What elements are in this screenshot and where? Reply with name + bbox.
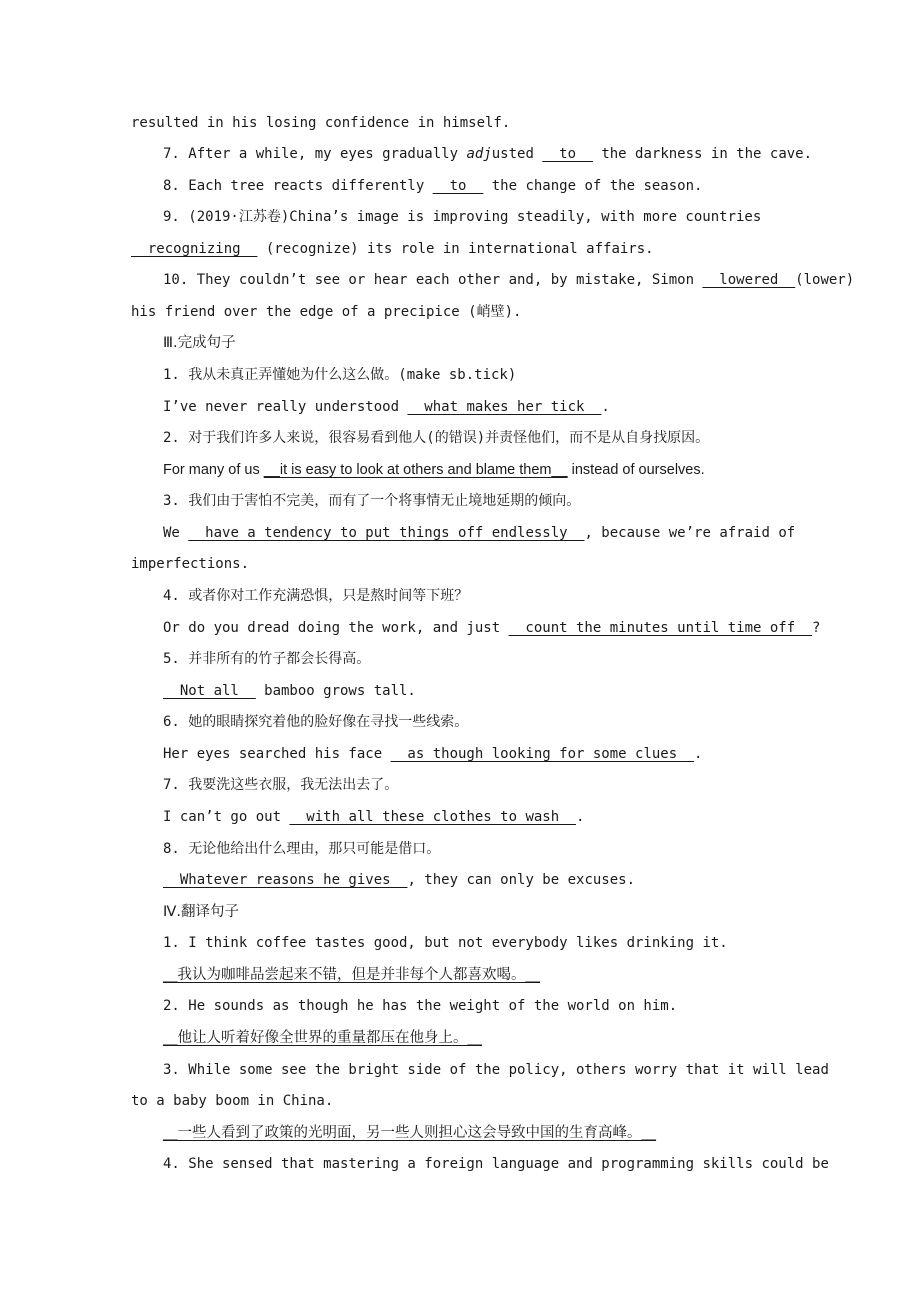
exercise-item: 10. They couldn’t see or hear each other and, by mistake, Simon __lowered__(lower) [163,272,855,288]
exercise-prompt: 5. 并非所有的竹子都会长得高。 [163,651,371,667]
exercise-prompt: 2. He sounds as though he has the weight of the world on him. [163,998,678,1014]
exercise-answer: I can’t go out __with all these clothes to wash__. [163,809,585,825]
answer-blank: __他让人听着好像全世界的重量都压在他身上。__ [163,1030,482,1046]
exercise-prompt-continued: to a baby boom in China. [131,1093,334,1109]
exercise-prompt: 4. 或者你对工作充满恐惧，只是熬时间等下班？ [163,588,469,604]
exercise-prompt: 6. 她的眼睛探究着他的脸好像在寻找一些线索。 [163,714,469,730]
answer-blank: __lowered__ [702,272,796,288]
exercise-prompt: 2. 对于我们许多人来说，很容易看到他人(的错误)并责怪他们，而不是从自身找原因。 [163,430,710,446]
exercise-prompt: 1. 我从未真正弄懂她为什么这么做。(make sb.tick) [163,367,517,383]
exercise-answer: For many of us __it is easy to look at others and blame them__ instead of ourselves. [163,462,705,478]
answer-blank: __我认为咖啡品尝起来不错，但是并非每个人都喜欢喝。__ [163,967,540,983]
exercise-item: 7. After a while, my eyes gradually adjusted __to__ the darkness in the cave. [163,146,813,162]
exercise-answer: Her eyes searched his face __as though looking for some clues__. [163,746,703,762]
exercise-answer [163,965,540,985]
exercise-prompt: 3. While some see the bright side of the policy, others worry that it will lead [163,1062,829,1078]
answer-blank: __it is easy to look at others and blame them__ [263,462,568,478]
answer-blank: __Not all__ [163,683,256,699]
exercise-answer: I’ve never really understood __what makes her tick__. [163,399,610,415]
section-heading: Ⅳ.翻译句子 [163,904,239,920]
answer-blank: __一些人看到了政策的光明面，另一些人则担心这会导致中国的生育高峰。__ [163,1125,656,1141]
exercise-prompt: 8. 无论他给出什么理由，那只可能是借口。 [163,841,441,857]
answer-blank: __recognizing__ [131,241,258,257]
answer-blank: __with all these clothes to wash__ [289,809,577,825]
exercise-prompt: 7. 我要洗这些衣服，我无法出去了。 [163,777,399,793]
text-line: resulted in his losing confidence in himself. [131,115,511,131]
exercise-answer: __Whatever reasons he gives__, they can only be excuses. [163,872,636,888]
exercise-prompt: 1. I think coffee tastes good, but not everybody likes drinking it. [163,935,728,951]
exercise-item: 9. (2019·江苏卷)China’s image is improving steadily, with more countries [163,209,762,225]
exercise-answer [163,1123,656,1143]
answer-blank: __what makes her tick__ [407,399,602,415]
exercise-prompt: 4. She sensed that mastering a foreign language and programming skills could be [163,1156,829,1172]
exercise-item-continued: his friend over the edge of a precipice (峭壁). [131,304,522,320]
answer-blank: __to__ [542,146,593,162]
exercise-item-continued: __recognizing__ (recognize) its role in international affairs. [131,241,654,257]
answer-blank: __count the minutes until time off__ [508,620,813,636]
exercise-answer [163,1028,482,1048]
answer-blank: __to__ [432,178,484,194]
exercise-answer: __Not all__ bamboo grows tall. [163,683,416,699]
answer-blank: __Whatever reasons he gives__ [163,872,408,888]
exercise-answer: Or do you dread doing the work, and just __count the minutes until time off__? [163,620,821,636]
exercise-item: 8. Each tree reacts differently __to__ the change of the season. [163,178,703,194]
answer-blank: __have a tendency to put things off endlessly__ [188,525,585,541]
section-heading: Ⅲ.完成句子 [163,335,236,351]
exercise-prompt: 3. 我们由于害怕不完美，而有了一个将事情无止境地延期的倾向。 [163,493,581,509]
exercise-answer: We __have a tendency to put things off endlessly__, because we’re afraid of [163,525,796,541]
exercise-answer-continued: imperfections. [131,556,250,572]
answer-blank: __as though looking for some clues__ [390,746,695,762]
